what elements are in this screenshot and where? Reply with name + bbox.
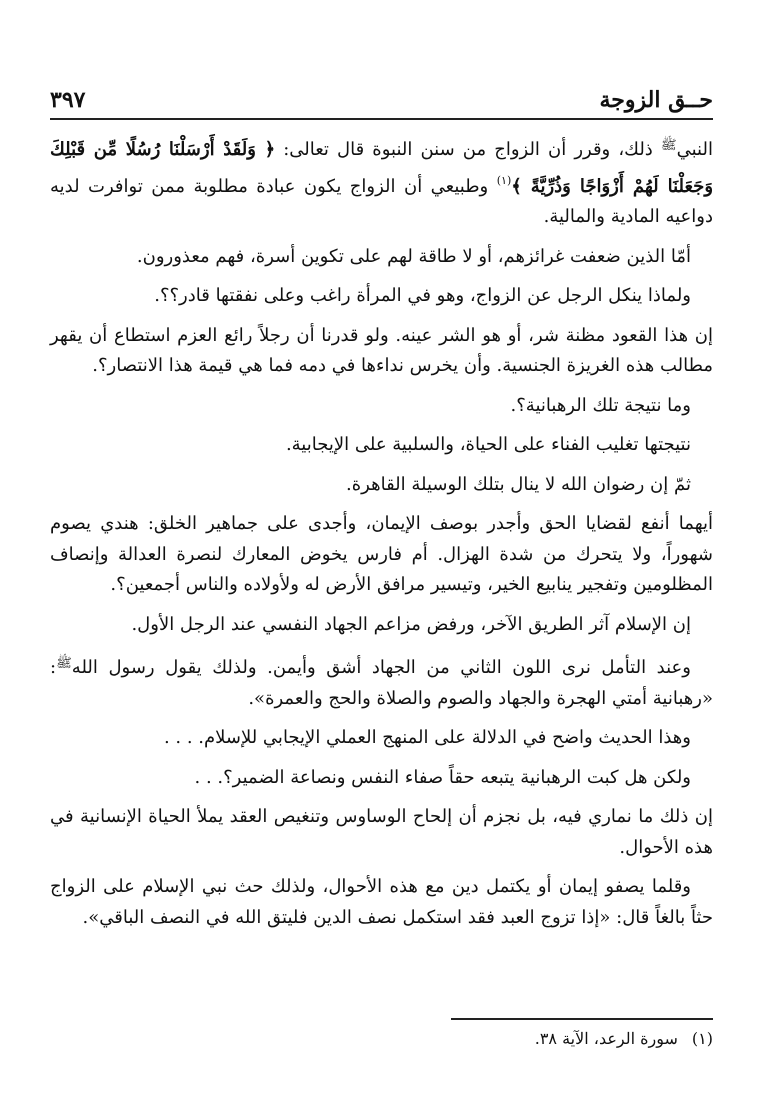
paragraph: إن هذا القعود مظنة شر، أو هو الشر عينه. ولو قدرنا أن رجلاً رائع العزم استطاع أن يقهر مطالب هذه الغريزة الجنسية. وأن يخرس نداءها في دمه فما هي قيمة هذا الانتصار؟.: [50, 324, 713, 376]
paragraph-text: وعند التأمل نرى اللون الثاني من الجهاد أشق وأيمن. ولذلك يقول رسول الله: [71, 657, 691, 678]
body-text: [50, 131, 713, 942]
paragraph: إن الإسلام آثر الطريق الآخر، ورفض مزاعم الجهاد النفسي عند الرجل الأول.: [131, 613, 691, 635]
paragraph: ولماذا ينكل الرجل عن الزواج، وهو في المرأة راغب وعلى نفقتها قادر؟؟.: [154, 285, 691, 306]
paragraph-text: ذلك، وقرر أن الزواج من سنن النبوة قال تعالى:: [275, 139, 661, 160]
header-rule: [50, 118, 713, 120]
footnote: [50, 1026, 713, 1052]
paragraph: وما نتيجة تلك الرهبانية؟.: [510, 394, 691, 416]
paragraph: أيهما أنفع لقضايا الحق وأجدر بوصف الإيمان، وأجدى على جماهير الخلق: هندي يصوم شهوراً، ولا يتحرك من شدة الهزال. أم فارس يخوض المعارك لنصرة العدالة وإنصاف المظلومين وتفجير ينابيع الخير، وتيسير مرافق الأرض له ولأولاده والناس أجمعين؟.: [50, 513, 713, 595]
paragraph: ثمّ إن رضوان الله لا ينال بتلك الوسيلة القاهرة.: [346, 473, 691, 495]
paragraph-text: النبي: [676, 139, 713, 160]
paragraph-hadith: [50, 649, 713, 714]
paragraph: إن ذلك ما نماري فيه، بل نجزم أن إلحاح الوساوس وتنغيص العقد يملأ الحياة الإنسانية في هذه الأحوال.: [50, 806, 713, 858]
paragraph: ولكن هل كبت الرهبانية يتبعه حقاً صفاء النفس ونصاعة الضمير؟. . .: [194, 766, 691, 788]
paragraph: وهذا الحديث واضح في الدلالة على المنهج العملي الإيجابي للإسلام. . . .: [163, 727, 691, 748]
paragraph: أمّا الذين ضعفت غرائزهم، أو لا طاقة لهم على تكوين أسرة، فهم معذورون.: [136, 245, 691, 267]
page-header: [50, 84, 713, 116]
paragraph-text: وطبيعي أن الزواج يكون عبادة مطلوبة ممن توافرت لديه دواعيه المادية والمالية.: [50, 175, 713, 227]
salawat-glyph: ﷺ: [56, 656, 72, 671]
page-number: ٣٩٧: [50, 87, 86, 113]
quran-verse: ﴿ وَلَقَدْ أَرْسَلْنَا رُسُلًا مِّن قَبْلِكَ وَجَعَلْنَا لَهُمْ أَزْوَاجًا وَذُرِّيَّةً ﴾: [50, 139, 714, 197]
paragraph-text: : «رهبانية أمتي الهجرة والجهاد والصوم والصلاة والحج والعمرة».: [50, 657, 713, 709]
running-title: حــق الزوجة: [599, 87, 713, 113]
paragraph: نتيجتها تغليب الفناء على الحياة، والسلبية على الإيجابية.: [285, 434, 691, 455]
salawat-glyph: ﷺ: [660, 138, 677, 153]
paragraph: وقلما يصفو إيمان أو يكتمل دين مع هذه الأحوال، ولذلك حث نبي الإسلام على الزواج حثاً بالغاً قال: «إذا تزوج العبد فقد استكمل نصف الدين فليتق الله في النصف الباقي».: [50, 876, 713, 928]
footnote-number: (١): [691, 1029, 713, 1048]
footnote-rule: [451, 1018, 713, 1020]
footnote-reference: (١): [496, 173, 512, 187]
footnote-text: سورة الرعد، الآية ٣٨.: [534, 1029, 678, 1048]
paragraph-quran-citation: [50, 131, 713, 233]
